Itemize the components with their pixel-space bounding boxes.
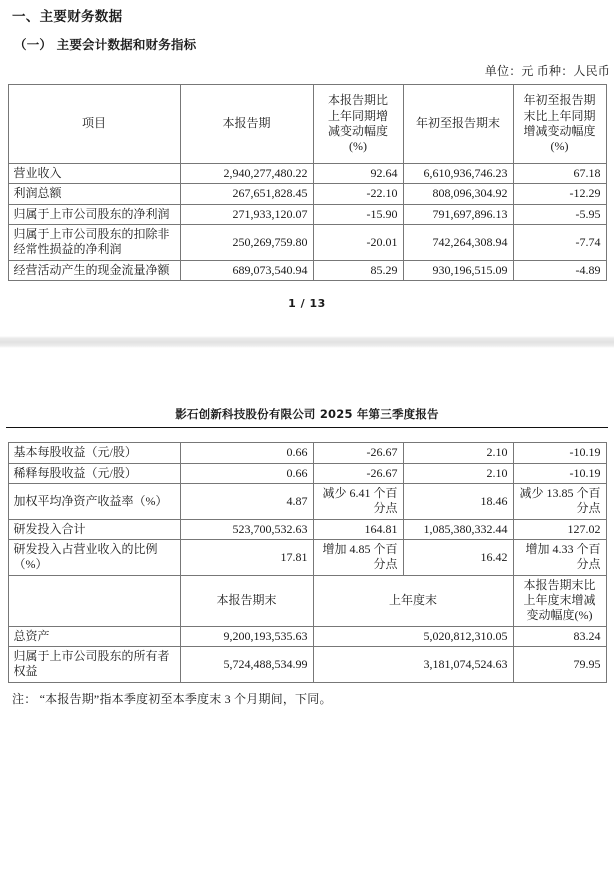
row-label: 营业收入: [8, 164, 180, 184]
row-ytd-change: -7.74: [513, 225, 606, 261]
row-ytd-change: -5.95: [513, 204, 606, 224]
row-change: 83.24: [513, 626, 606, 646]
table-row: [8, 519, 606, 539]
row-ytd-change: -10.19: [513, 443, 606, 463]
table-row: [8, 647, 606, 683]
row-ytd: 808,096,304.92: [403, 184, 513, 204]
row-label: 归属于上市公司股东的所有者权益: [8, 647, 180, 683]
header-current-period: 本报告期: [180, 85, 313, 164]
row-change: 79.95: [513, 647, 606, 683]
unit-currency-note: 单位：元 币种：人民币: [484, 64, 610, 78]
balance-header-prior: 上年度末: [313, 575, 513, 626]
continued-financial-table: [8, 442, 607, 683]
table-row: [8, 260, 606, 280]
row-ytd: 2.10: [403, 443, 513, 463]
row-ytd-change: 127.02: [513, 519, 606, 539]
row-current: 5,724,488,534.99: [180, 647, 313, 683]
row-ytd-change: 减少 13.85 个百分点: [513, 483, 606, 519]
header-ytd: 年初至报告期末: [403, 85, 513, 164]
document-header-rule: [6, 427, 608, 428]
table-row: [8, 164, 606, 184]
table-row: [8, 483, 606, 519]
row-label: 加权平均净资产收益率（%）: [8, 483, 180, 519]
row-current: 689,073,540.94: [180, 260, 313, 280]
table-row: [8, 539, 606, 575]
row-ytd: 16.42: [403, 539, 513, 575]
header-period-change: 本报告期比 上年同期增 减变动幅度 (%): [313, 85, 403, 164]
row-ytd-change: -4.89: [513, 260, 606, 280]
page-break-band: [0, 336, 614, 348]
row-change: -22.10: [313, 184, 403, 204]
row-ytd: 6,610,936,746.23: [403, 164, 513, 184]
page-title: 一、主要财务数据: [12, 9, 123, 25]
row-change: -20.01: [313, 225, 403, 261]
table-header-row: [8, 85, 606, 164]
row-ytd: 791,697,896.13: [403, 204, 513, 224]
balance-header-blank: [8, 575, 180, 626]
row-current: 250,269,759.80: [180, 225, 313, 261]
table-row: [8, 463, 606, 483]
row-label: 稀释每股收益（元/股）: [8, 463, 180, 483]
row-ytd: 1,085,380,332.44: [403, 519, 513, 539]
balance-header-change: 本报告期末比 上年度末增减 变动幅度(%): [513, 575, 606, 626]
header-item: 项目: [8, 85, 180, 164]
row-current: 0.66: [180, 463, 313, 483]
row-current: 2,940,277,480.22: [180, 164, 313, 184]
row-ytd: 18.46: [403, 483, 513, 519]
row-ytd-change: -12.29: [513, 184, 606, 204]
row-label: 利润总额: [8, 184, 180, 204]
row-current: 523,700,532.63: [180, 519, 313, 539]
table-row: [8, 443, 606, 463]
row-ytd-change: -10.19: [513, 463, 606, 483]
row-current: 0.66: [180, 443, 313, 463]
row-label: 归属于上市公司股东的扣除非经常性损益的净利润: [8, 225, 180, 261]
row-current: 4.87: [180, 483, 313, 519]
row-ytd-change: 增加 4.33 个百分点: [513, 539, 606, 575]
row-prior: 5,020,812,310.05: [313, 626, 513, 646]
page-break-separator: [0, 310, 614, 388]
row-change: -26.67: [313, 463, 403, 483]
row-label: 基本每股收益（元/股）: [8, 443, 180, 463]
footnote: 注： “本报告期”指本季度初至本季度末 3 个月期间，下同。: [12, 691, 332, 706]
row-label: 研发投入合计: [8, 519, 180, 539]
row-ytd-change: 67.18: [513, 164, 606, 184]
row-label: 研发投入占营业收入的比例（%）: [8, 539, 180, 575]
row-current: 17.81: [180, 539, 313, 575]
row-prior: 3,181,074,524.63: [313, 647, 513, 683]
row-current: 271,933,120.07: [180, 204, 313, 224]
row-label: 归属于上市公司股东的净利润: [8, 204, 180, 224]
row-change: -15.90: [313, 204, 403, 224]
page-number: 1 / 13: [288, 297, 326, 311]
row-label: 经营活动产生的现金流量净额: [8, 260, 180, 280]
row-change: 增加 4.85 个百分点: [313, 539, 403, 575]
balance-header-current: 本报告期末: [180, 575, 313, 626]
table-row: [8, 225, 606, 261]
table-row: [8, 204, 606, 224]
row-change: 减少 6.41 个百分点: [313, 483, 403, 519]
row-change: 164.81: [313, 519, 403, 539]
table-row: [8, 184, 606, 204]
main-financial-table: [8, 84, 607, 281]
balance-header-row: [8, 575, 606, 626]
header-ytd-change: 年初至报告期 末比上年同期 增减变动幅度 (%): [513, 85, 606, 164]
section-subtitle: （一） 主要会计数据和财务指标: [14, 37, 197, 53]
table-row: [8, 626, 606, 646]
row-change: 92.64: [313, 164, 403, 184]
row-current: 267,651,828.45: [180, 184, 313, 204]
row-ytd: 930,196,515.09: [403, 260, 513, 280]
row-label: 总资产: [8, 626, 180, 646]
row-change: -26.67: [313, 443, 403, 463]
row-change: 85.29: [313, 260, 403, 280]
row-ytd: 2.10: [403, 463, 513, 483]
row-ytd: 742,264,308.94: [403, 225, 513, 261]
row-current: 9,200,193,535.63: [180, 626, 313, 646]
document-header: 影石创新科技股份有限公司 2025 年第三季度报告: [175, 407, 439, 422]
